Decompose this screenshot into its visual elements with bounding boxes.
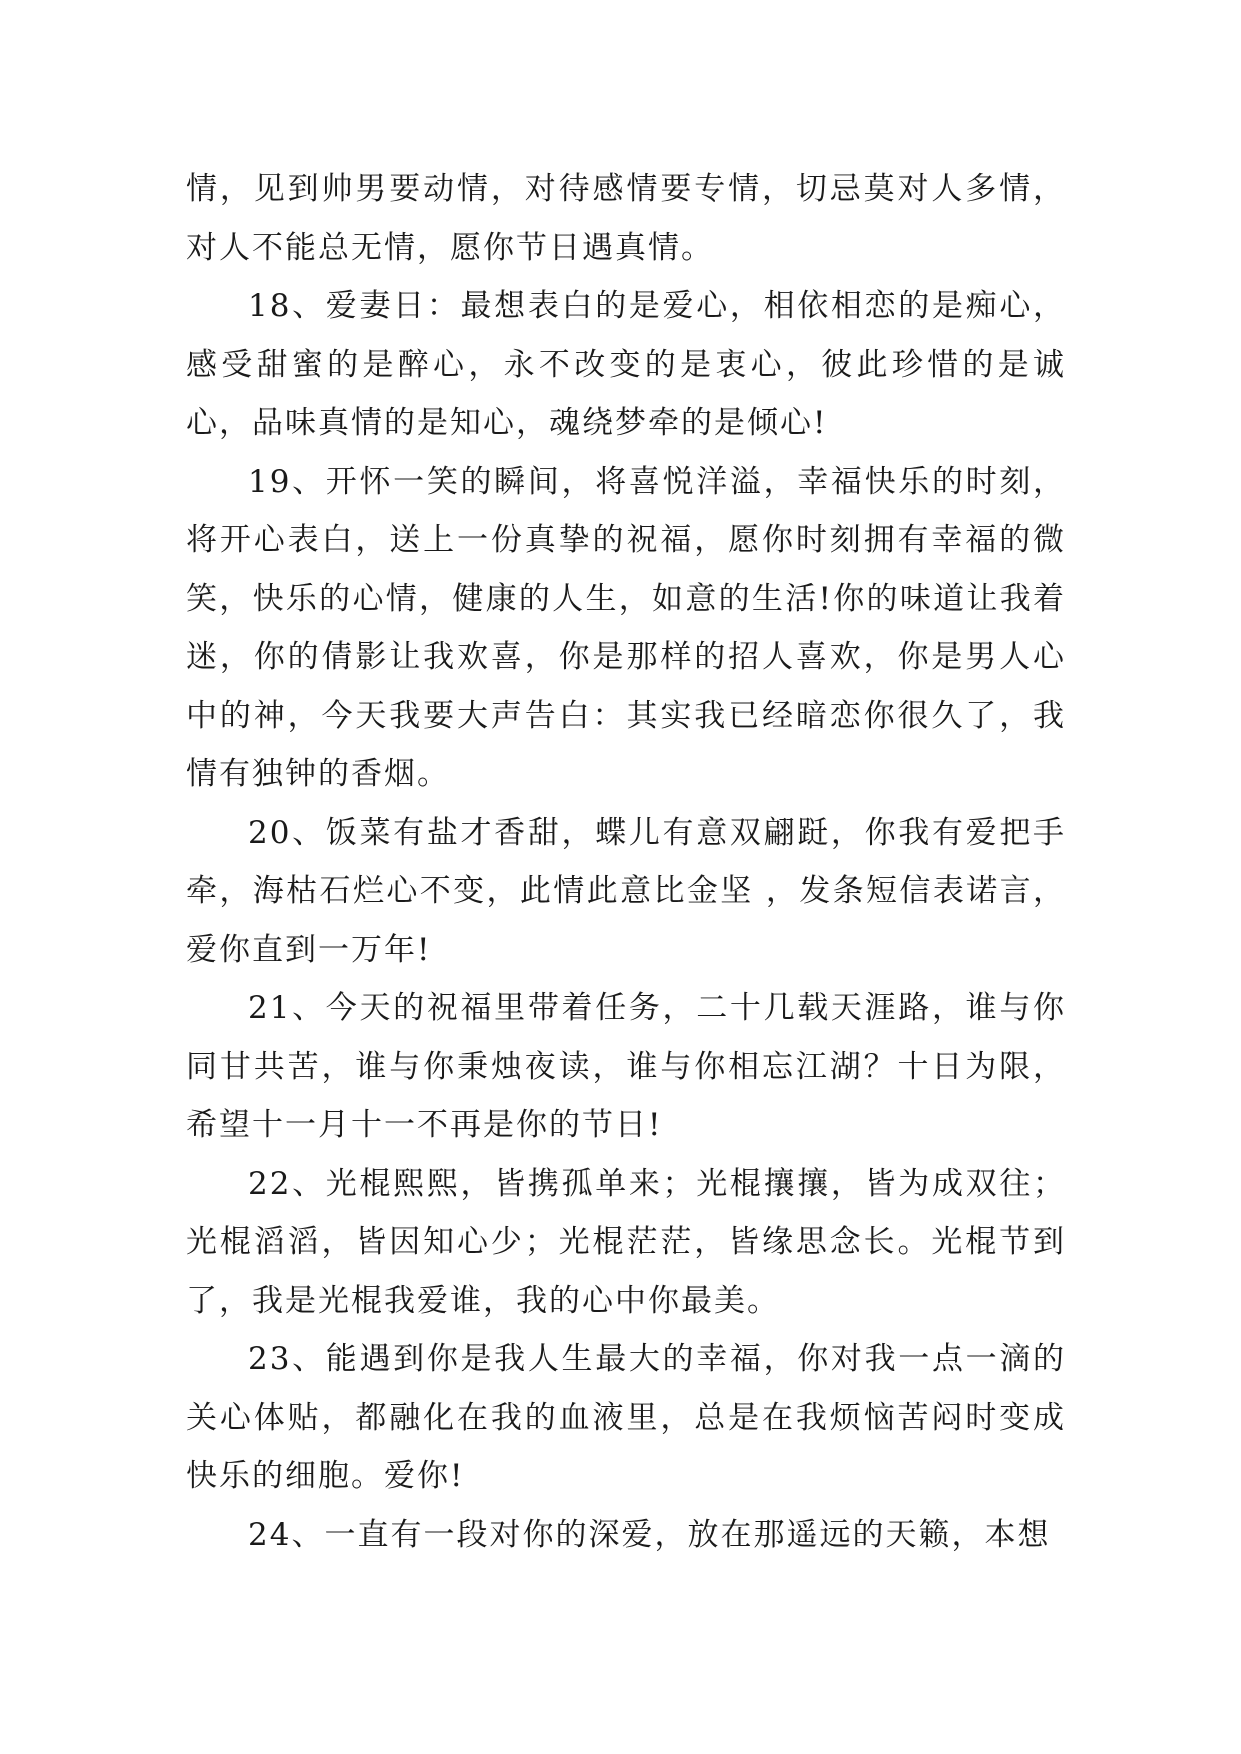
paragraph-23: 23、能遇到你是我人生最大的幸福，你对我一点一滴的关心体贴，都融化在我的血液里，总是在我烦恼苦闷时变成快乐的细胞。爱你! <box>186 1341 1066 1494</box>
paragraph-24: 24、一直有一段对你的深爱，放在那遥远的天籁，本想 <box>248 1516 1051 1553</box>
paragraph-19: 19、开怀一笑的瞬间，将喜悦洋溢，幸福快乐的时刻，将开心表白，送上一份真挚的祝福，愿你时刻拥有幸福的微笑，快乐的心情，健康的人生，如意的生活!你的味道让我着迷，你的倩影让我欢喜，你是那样的招人喜欢，你是男人心中的神，今天我要大声告白：其实我已经暗恋你很久了，我情有独钟的香烟。 <box>186 463 1066 792</box>
paragraph-21: 21、今天的祝福里带着任务，二十几载天涯路，谁与你同甘共苦，谁与你秉烛夜读，谁与你相忘江湖？十日为限，希望十一月十一不再是你的节日! <box>186 990 1066 1143</box>
paragraph-20: 20、饭菜有盐才香甜，蝶儿有意双翩跹，你我有爱把手牵，海枯石烂心不变，此情此意比金坚 ，发条短信表诺言，爱你直到一万年! <box>186 814 1066 968</box>
paragraph-18: 18、爱妻日：最想表白的是爱心，相依相恋的是痴心，感受甜蜜的是醉心，永不改变的是衷心，彼此珍惜的是诚心，品味真情的是知心，魂绕梦牵的是倾心! <box>186 288 1066 441</box>
paragraph-continuation: 情，见到帅男要动情，对待感情要专情，切忌莫对人多情，对人不能总无情，愿你节日遇真情。 <box>186 171 1066 266</box>
document-body <box>186 160 1066 1564</box>
paragraph-22: 22、光棍熙熙，皆携孤单来；光棍攘攘，皆为成双往；光棍滔滔，皆因知心少；光棍茫茫，皆缘思念长。光棍节到了，我是光棍我爱谁，我的心中你最美。 <box>186 1165 1066 1319</box>
